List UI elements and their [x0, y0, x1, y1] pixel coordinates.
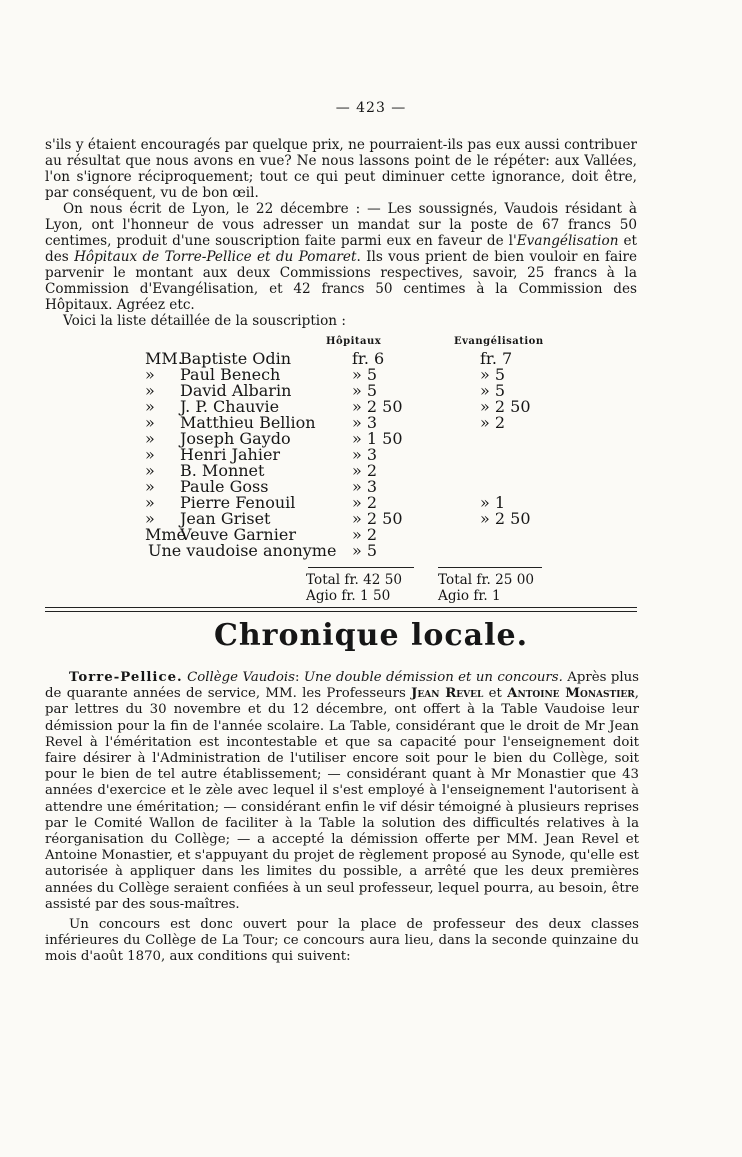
evangelisation-amount: » 5 — [480, 381, 506, 400]
hopitaux-amount: » 1 50 — [352, 429, 403, 448]
subscriber-name: Jean Griset — [180, 509, 271, 528]
header-hopitaux: Hôpitaux — [326, 336, 382, 347]
subscriber-name: Henri Jahier — [180, 445, 281, 464]
hopitaux-amount: » 3 — [352, 445, 378, 464]
hopitaux-amount: » 3 — [352, 477, 378, 496]
subscriber-name: Matthieu Bellion — [180, 413, 316, 432]
hopitaux-amount: » 5 — [352, 541, 378, 560]
subscriber-title: » — [145, 381, 155, 400]
subscriber-title: » — [145, 397, 155, 416]
section-heading: Chronique locale. — [213, 618, 529, 653]
section-divider — [45, 607, 637, 612]
chronicle-paragraph-1: Torre-Pellice. Collège Vaudois: Une double démission et un concours. Après plus de quarante années de service, MM. les Professeurs Jean Revel et Antoine Monastier, par lettres du 30 novembre et du 12 décembre, ont offert à la Table Vaudoise leur démission pour la fin de l'année scolaire. La Table, considérant que le droit de Mr Jean Revel à l'éméritation est incontestable et que sa capacité pour l'enseignement doit faire désirer à l'Administration de l'utiliser encore soit pour le bien du Collège, soit pour le bien de tel autre établissement; — considérant quant à Mr Monastier que 43 années d'exercice et le zèle avec lequel il s'est employé à l'enseignement l'autorisent à attendre une éméritation; — considérant enfin le vif désir témoigné à plusieurs reprises par le Comité Wallon de faciliter à la Table la solution des difficultés relatives à la réorganisation du Collège; — a accepté la démission offerte per MM. Jean Revel et Antoine Monastier, et s'appuyant du projet de règlement proposé au Synode, qu'elle est autorisée à appliquer dans les limites du possible, a arrêté que les deux premières années du Collège seraient confiées à un seul professeur, lequel pourra, au besoin, être assisté par des sous-maîtres. — [45, 670, 640, 912]
subscriber-name: Une vaudoise anonyme — [148, 541, 337, 560]
chronicle-body — [45, 670, 639, 966]
subscriber-title: » — [145, 429, 155, 448]
intro-paragraph: s'ils y étaient encouragés par quelque prix, ne pourraient-ils pas eux aussi contribuer au résultat que nous avons en vue? Ne nous lassons point de le répéter: aux Vallées, l'on s'ignore réciproquement; tout ce qui peut diminuer cette ignorance, doit être, par conséquent, vu de bon œil. — [45, 137, 637, 201]
hopitaux-amount: » 2 50 — [352, 397, 403, 416]
hopitaux-amount: » 2 — [352, 461, 378, 480]
subscriber-name: J. P. Chauvie — [180, 397, 280, 416]
hopitaux-amount: fr. 6 — [352, 349, 385, 368]
list-intro: Voici la liste détaillée de la souscription : — [63, 313, 346, 329]
header-evangelisation: Evangélisation — [454, 336, 544, 347]
hopitaux-amount: » 5 — [352, 365, 378, 384]
subscriber-name: Pierre Fenouil — [180, 493, 296, 512]
subscriber-title: » — [145, 461, 155, 480]
subscriber-name: Paule Goss — [180, 477, 269, 496]
hopitaux-amount: » 5 — [352, 381, 378, 400]
agio-hopitaux: Agio fr. 1 50 — [306, 588, 391, 604]
hopitaux-amount: » 2 — [352, 493, 378, 512]
subscriber-name: Veuve Garnier — [180, 525, 296, 544]
subscriber-title: » — [145, 477, 155, 496]
subscriber-title: MM. — [145, 349, 183, 368]
chronicle-paragraph-2: Un concours est donc ouvert pour la place de professeur des deux classes inférieures du Collège de La Tour; ce concours aura lieu, dans la seconde quinzaine du mois d'août 1870, aux conditions qui suivent: — [45, 917, 639, 965]
subscriber-name: B. Monnet — [180, 461, 265, 480]
subscriber-title: Mme — [145, 525, 187, 544]
hopitaux-amount: » 3 — [352, 413, 378, 432]
subscriber-name: Baptiste Odin — [180, 349, 292, 368]
evangelisation-amount: fr. 7 — [480, 349, 513, 368]
subscriber-title: » — [145, 413, 155, 432]
hopitaux-amount: » 2 50 — [352, 509, 403, 528]
subscriber-name: Joseph Gaydo — [180, 429, 291, 448]
total-hopitaux: Total fr. 42 50 — [306, 572, 403, 588]
hopitaux-amount: » 2 — [352, 525, 378, 544]
evangelisation-amount: » 2 — [480, 413, 506, 432]
agio-evangelisation: Agio fr. 1 — [438, 588, 501, 604]
evangelisation-amount: » 2 50 — [480, 397, 531, 416]
evangelisation-amount: » 2 50 — [480, 509, 531, 528]
subscriber-title: » — [145, 509, 155, 528]
total-evangelisation: Total fr. 25 00 — [438, 572, 535, 588]
page-number: — 423 — — [335, 100, 407, 116]
subscriber-title: » — [145, 493, 155, 512]
subscriber-name: Paul Benech — [180, 365, 281, 384]
lyon-letter-paragraph: On nous écrit de Lyon, le 22 décembre : — Les soussignés, Vaudois résidant à Lyon, ont l'honneur de vous adresser un mandat sur la poste de 67 francs 50 centimes, produit d'une souscription faite parmi eux en faveur de l'Evangélisation et des Hôpitaux de Torre-Pellice et du Pomaret. Ils vous prient de bien vouloir en faire parvenir le montant aux deux Commissions respectives, savoir, 25 francs à la Commission d'Evangélisation, et 42 francs 50 centimes à la Commission des Hôpitaux. Agréez etc. — [45, 201, 637, 313]
evangelisation-amount: » 1 — [480, 493, 506, 512]
total-rule-evangelisation — [438, 567, 542, 568]
total-rule-hopitaux — [308, 567, 414, 568]
subscriber-title: » — [145, 365, 155, 384]
evangelisation-amount: » 5 — [480, 365, 506, 384]
subscriber-name: David Albarin — [180, 381, 292, 400]
subscriber-title: » — [145, 445, 155, 464]
